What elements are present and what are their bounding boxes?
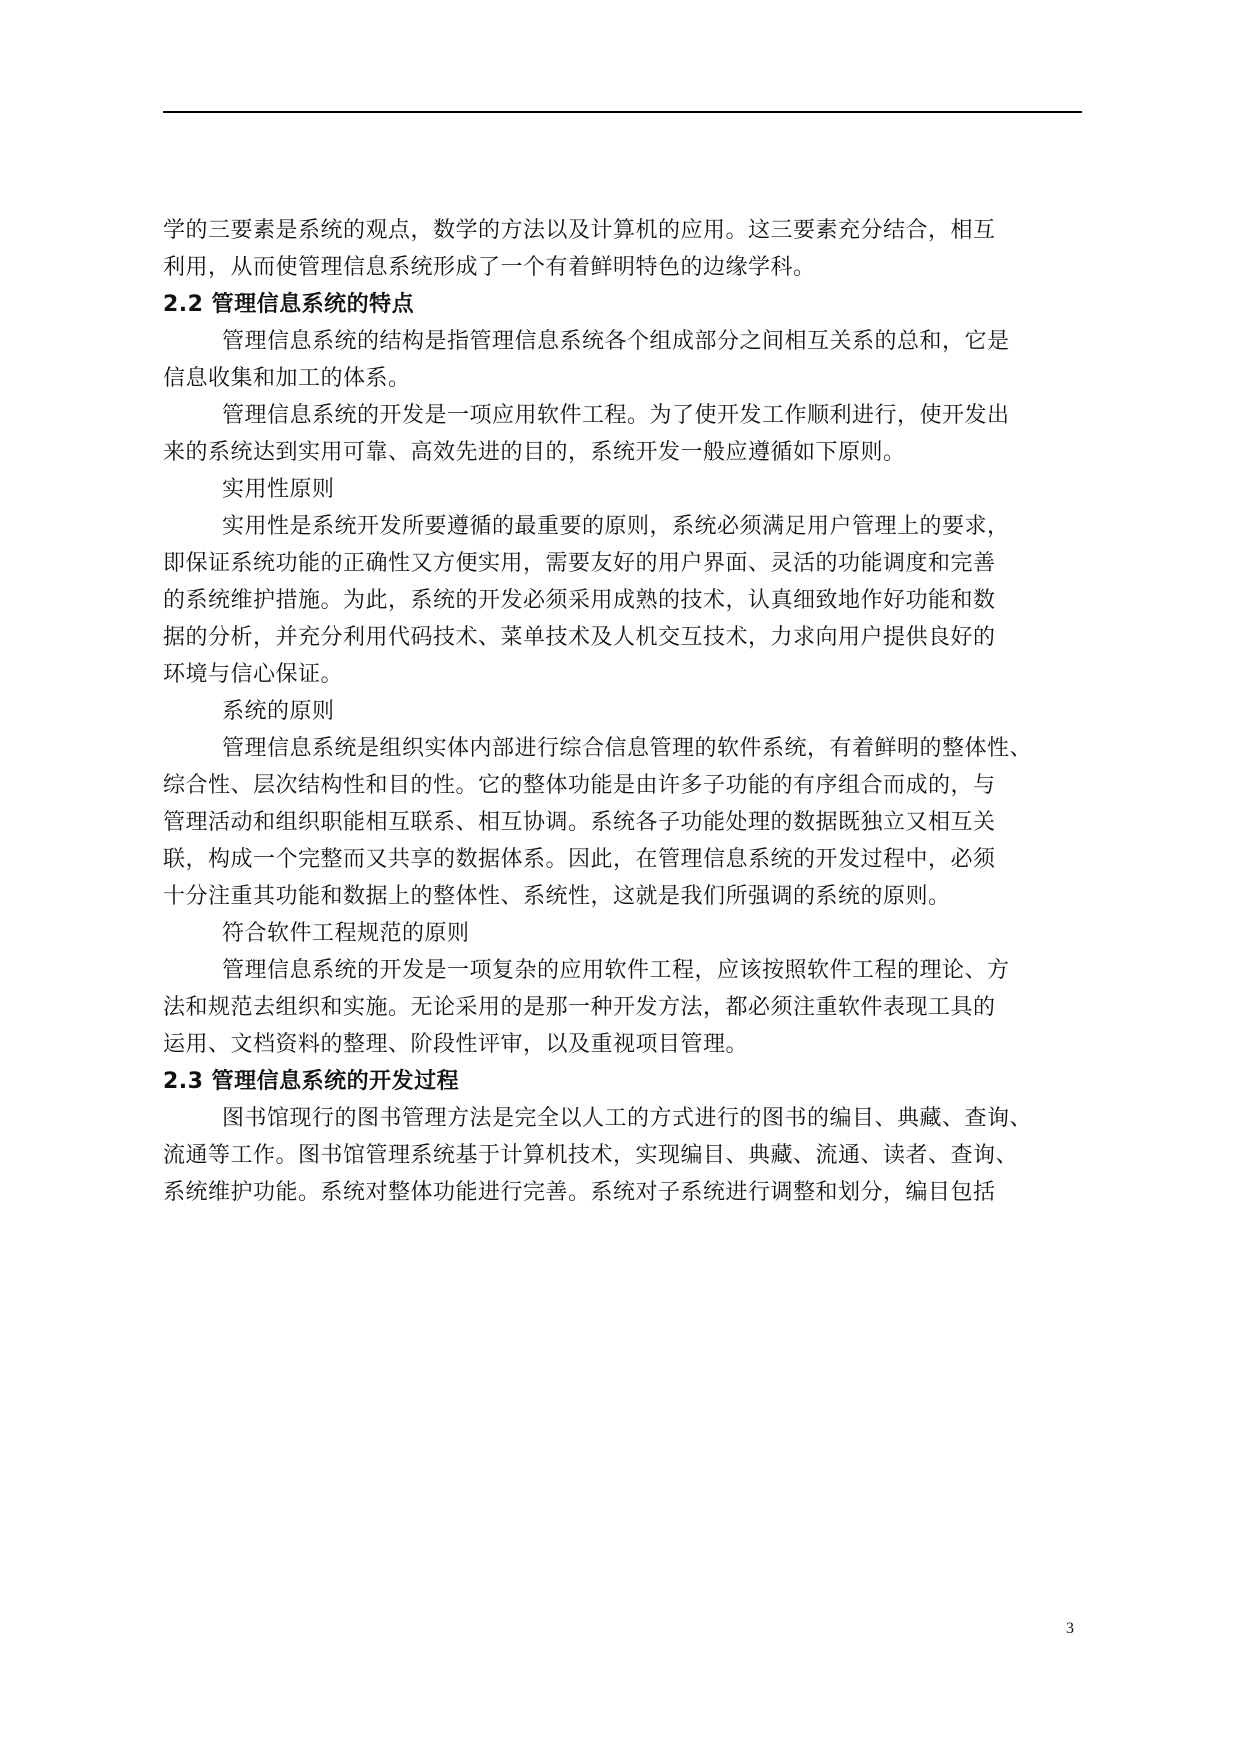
paragraph-line: 利用，从而使管理信息系统形成了一个有着鲜明特色的边缘学科。 xyxy=(163,255,816,280)
paragraph-line: 系统维护功能。系统对整体功能进行完善。系统对子系统进行调整和划分，编目包括 xyxy=(163,1180,996,1205)
paragraph-line: 管理活动和组织职能相互联系、相互协调。系统各子功能处理的数据既独立又相互关 xyxy=(163,810,996,835)
header-rule xyxy=(163,111,1082,113)
paragraph-line: 信息收集和加工的体系。 xyxy=(163,366,411,391)
paragraph-line: 法和规范去组织和实施。无论采用的是那一种开发方法，都必须注重软件表现工具的 xyxy=(163,995,996,1020)
paragraph-line: 学的三要素是系统的观点，数学的方法以及计算机的应用。这三要素充分结合，相互 xyxy=(163,218,996,243)
paragraph-line: 环境与信心保证。 xyxy=(163,662,344,687)
paragraph-line: 管理信息系统的开发是一项应用软件工程。为了使开发工作顺利进行，使开发出 xyxy=(222,403,1010,428)
paragraph-line: 流通等工作。图书馆管理系统基于计算机技术，实现编目、典藏、流通、读者、查询、 xyxy=(163,1143,1019,1168)
subheading-line: 符合软件工程规范的原则 xyxy=(222,921,470,946)
section-heading: 2.3 管理信息系统的开发过程 xyxy=(163,1069,460,1094)
paragraph-line: 综合性、层次结构性和目的性。它的整体功能是由许多子功能的有序组合而成的，与 xyxy=(163,773,996,798)
section-heading: 2.2 管理信息系统的特点 xyxy=(163,292,415,317)
paragraph-line: 据的分析，并充分利用代码技术、菜单技术及人机交互技术，力求向用户提供良好的 xyxy=(163,625,996,650)
paragraph-line: 的系统维护措施。为此，系统的开发必须采用成熟的技术，认真细致地作好功能和数 xyxy=(163,588,996,613)
paragraph-line: 联，构成一个完整而又共享的数据体系。因此，在管理信息系统的开发过程中，必须 xyxy=(163,847,996,872)
subheading-line: 系统的原则 xyxy=(222,699,335,724)
paragraph-line: 管理信息系统是组织实体内部进行综合信息管理的软件系统，有着鲜明的整体性、 xyxy=(222,736,1033,761)
paragraph-line: 即保证系统功能的正确性又方便实用，需要友好的用户界面、灵活的功能调度和完善 xyxy=(163,551,996,576)
paragraph-line: 管理信息系统的开发是一项复杂的应用软件工程，应该按照软件工程的理论、方 xyxy=(222,958,1010,983)
subheading-line: 实用性原则 xyxy=(222,477,335,502)
paragraph-line: 图书馆现行的图书管理方法是完全以人工的方式进行的图书的编目、典藏、查询、 xyxy=(222,1106,1033,1131)
paragraph-line: 来的系统达到实用可靠、高效先进的目的，系统开发一般应遵循如下原则。 xyxy=(163,440,906,465)
paragraph-line: 运用、文档资料的整理、阶段性评审，以及重视项目管理。 xyxy=(163,1032,749,1057)
paragraph-line: 管理信息系统的结构是指管理信息系统各个组成部分之间相互关系的总和，它是 xyxy=(222,329,1010,354)
page-number: 3 xyxy=(1066,1620,1074,1637)
paragraph-line: 十分注重其功能和数据上的整体性、系统性，这就是我们所强调的系统的原则。 xyxy=(163,884,951,909)
document-body xyxy=(163,212,1087,1211)
paragraph-line: 实用性是系统开发所要遵循的最重要的原则，系统必须满足用户管理上的要求， xyxy=(222,514,1010,539)
